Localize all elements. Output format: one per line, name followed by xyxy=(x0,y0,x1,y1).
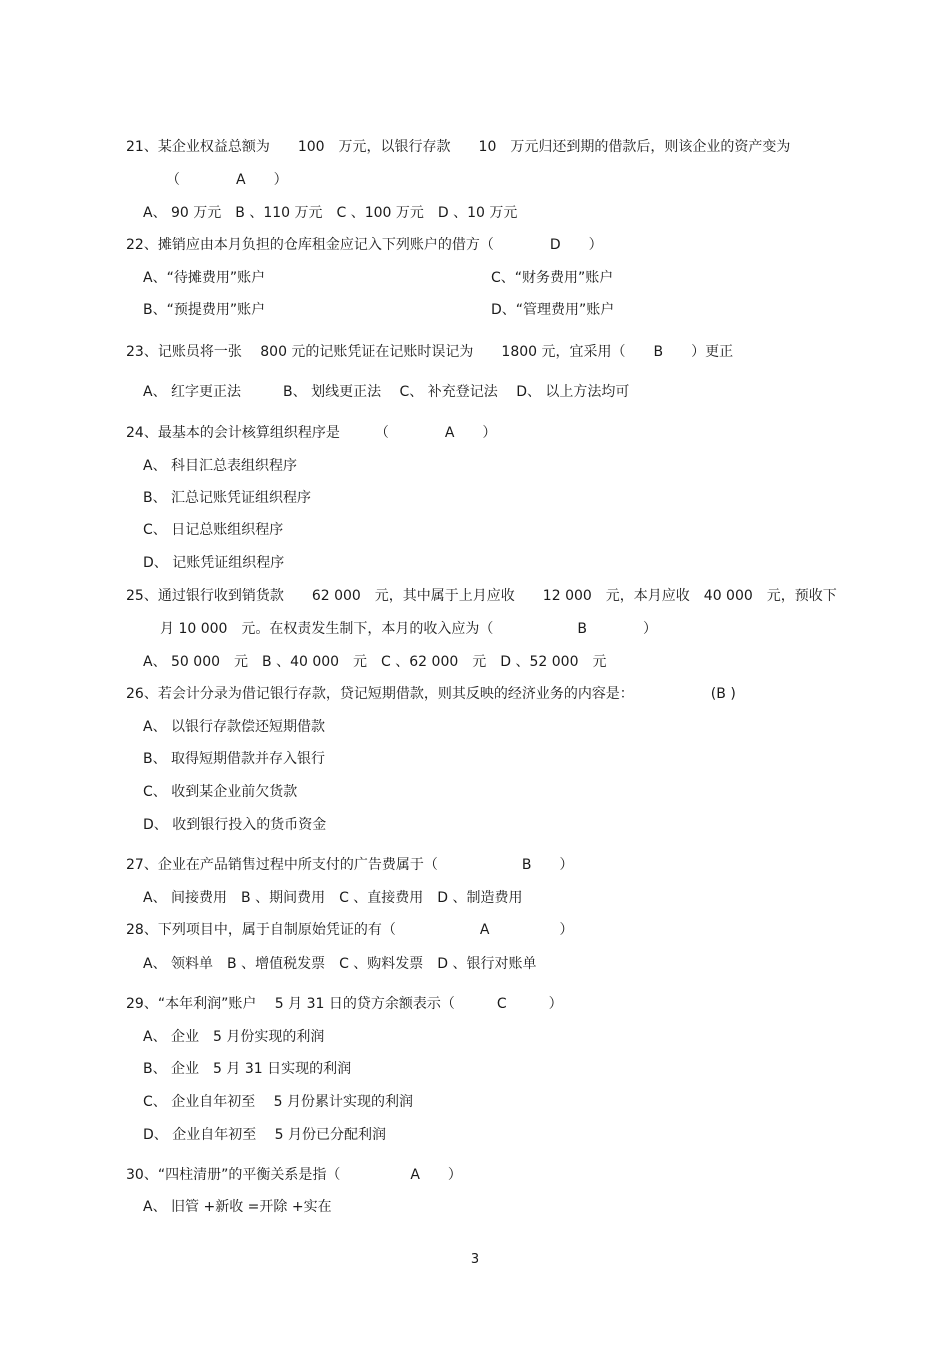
question-21-stem-line-1: 21、某企业权益总额为 100 万元，以银行存款 10 万元归还到期的借款后，则该企业的资产变为 xyxy=(126,139,791,155)
question-21-stem-line-2: （ A ） xyxy=(166,172,288,188)
question-23-stem: 23、记账员将一张 800 元的记账凭证在记账时误记为 1800 元，宜采用（ B ）更正 xyxy=(126,344,734,360)
question-22-option-a: A、“待摊费用”账户 xyxy=(143,270,266,286)
question-25-stem-line-2: 月 10 000 元。在权责发生制下，本月的收入应为（ B ） xyxy=(160,621,658,637)
question-22-option-d: D、“管理费用”账户 xyxy=(491,302,615,318)
question-27-options: A、 间接费用 B 、期间费用 C 、直接费用 D 、制造费用 xyxy=(143,890,523,906)
question-29-option-a: A、 企业 5 月份实现的利润 xyxy=(143,1029,325,1045)
question-26-option-c: C、 收到某企业前欠货款 xyxy=(143,784,298,800)
page-number: 3 xyxy=(470,1252,480,1267)
question-30-stem: 30、“四柱清册”的平衡关系是指（ A ） xyxy=(126,1167,462,1183)
question-24-option-c: C、 日记总账组织程序 xyxy=(143,522,284,538)
question-29-option-d: D、 企业自年初至 5 月份已分配利润 xyxy=(143,1127,387,1143)
question-26-option-d: D、 收到银行投入的货币资金 xyxy=(143,817,327,833)
question-24-stem: 24、最基本的会计核算组织程序是 （ A ） xyxy=(126,425,497,441)
question-29-option-b: B、 企业 5 月 31 日实现的利润 xyxy=(143,1061,352,1077)
question-26-stem: 26、若会计分录为借记银行存款，贷记短期借款，则其反映的经济业务的内容是： (B ) xyxy=(126,686,736,702)
question-28-options: A、 领料单 B 、增值税发票 C 、购料发票 D 、银行对账单 xyxy=(143,956,537,972)
question-26-option-a: A、 以银行存款偿还短期借款 xyxy=(143,719,326,735)
question-29-stem: 29、“本年利润”账户 5 月 31 日的贷方余额表示（ C ） xyxy=(126,996,563,1012)
question-29-option-c: C、 企业自年初至 5 月份累计实现的利润 xyxy=(143,1094,414,1110)
question-25-stem-line-1: 25、通过银行收到销货款 62 000 元，其中属于上月应收 12 000 元，本月应收 40 000 元，预收下 xyxy=(126,588,837,604)
question-23-options: A、 红字更正法 B、 划线更正法 C、 补充登记法 D、 以上方法均可 xyxy=(143,384,630,400)
question-24-option-b: B、 汇总记账凭证组织程序 xyxy=(143,490,312,506)
question-27-stem: 27、企业在产品销售过程中所支付的广告费属于（ B ） xyxy=(126,857,574,873)
question-24-option-d: D、 记账凭证组织程序 xyxy=(143,555,285,571)
question-30-option-a: A、 旧管 +新收 =开除 +实在 xyxy=(143,1199,332,1215)
question-28-stem: 28、下列项目中，属于自制原始凭证的有（ A ） xyxy=(126,922,574,938)
question-22-stem: 22、摊销应由本月负担的仓库租金应记入下列账户的借方（ D ） xyxy=(126,237,603,253)
question-21-options: A、 90 万元 B 、110 万元 C 、100 万元 D 、10 万元 xyxy=(143,205,518,221)
question-25-options: A、 50 000 元 B 、40 000 元 C 、62 000 元 D 、52 000 元 xyxy=(143,654,607,670)
question-26-option-b: B、 取得短期借款并存入银行 xyxy=(143,751,326,767)
question-24-option-a: A、 科目汇总表组织程序 xyxy=(143,458,298,474)
question-22-option-c: C、“财务费用”账户 xyxy=(491,270,614,286)
question-22-option-b: B、“预提费用”账户 xyxy=(143,302,266,318)
